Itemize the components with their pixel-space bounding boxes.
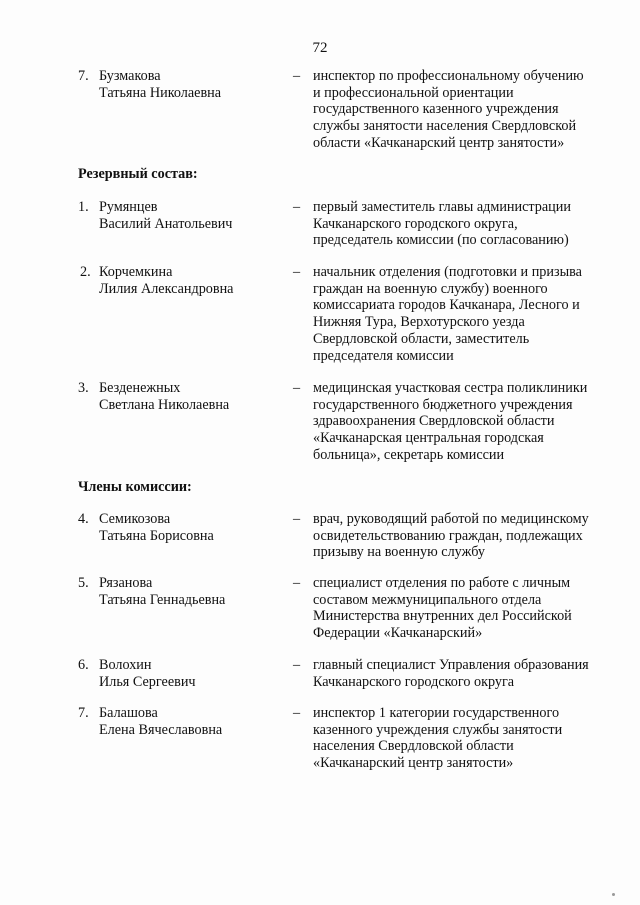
given-names: Василий Анатольевич bbox=[99, 215, 233, 232]
given-names: Татьяна Николаевна bbox=[99, 84, 222, 101]
role-line: комиссариата городов Качканара, Лесного и bbox=[313, 297, 580, 314]
surname: Рязанова bbox=[99, 575, 153, 591]
role-line: «Качканарский центр занятости» bbox=[313, 755, 514, 772]
role-line: составом межмуниципального отдела bbox=[313, 591, 542, 608]
section-heading-reserve: Резервный состав: bbox=[78, 166, 198, 182]
given-names: Илья Сергеевич bbox=[99, 673, 196, 690]
dash-separator: – bbox=[293, 575, 301, 591]
role-line: специалист отделения по работе с личным bbox=[313, 575, 571, 591]
role-line: населения Свердловской области bbox=[313, 738, 514, 755]
position-description bbox=[313, 705, 613, 772]
item-number: 5. bbox=[78, 575, 89, 591]
person-name bbox=[99, 380, 279, 413]
position-description bbox=[313, 68, 613, 152]
role-line: председатель комиссии (по согласованию) bbox=[313, 232, 569, 249]
role-line: начальник отделения (подготовки и призыва bbox=[313, 264, 582, 280]
role-line: главный специалист Управления образования bbox=[313, 657, 589, 673]
given-names: Татьяна Борисовна bbox=[99, 527, 214, 544]
role-line: граждан на военную службу) военного bbox=[313, 280, 548, 297]
person-name bbox=[99, 199, 279, 232]
role-line: первый заместитель главы администрации bbox=[313, 199, 571, 215]
role-line: Качканарского городского округа, bbox=[313, 215, 518, 232]
dash-separator: – bbox=[293, 511, 301, 527]
position-description bbox=[313, 380, 613, 464]
position-description bbox=[313, 575, 613, 642]
surname: Корчемкина bbox=[99, 264, 173, 280]
role-line: Нижняя Тура, Верхотурского уезда bbox=[313, 314, 525, 331]
given-names: Лилия Александровна bbox=[99, 280, 234, 297]
person-name bbox=[99, 705, 279, 738]
section-heading-members: Члены комиссии: bbox=[78, 479, 192, 495]
role-line: казенного учреждения службы занятости bbox=[313, 721, 563, 738]
role-line: здравоохранения Свердловской области bbox=[313, 413, 555, 430]
role-line: инспектор по профессиональному обучению bbox=[313, 68, 584, 84]
item-number: 4. bbox=[78, 511, 89, 527]
role-line: председателя комиссии bbox=[313, 347, 454, 364]
role-line: врач, руководящий работой по медицинскому bbox=[313, 511, 589, 527]
person-name bbox=[99, 511, 279, 544]
surname: Семикозова bbox=[99, 511, 171, 527]
item-number: 1. bbox=[78, 199, 89, 215]
role-line: Министерства внутренних дел Российской bbox=[313, 608, 572, 625]
item-number: 2. bbox=[80, 264, 91, 280]
position-description bbox=[313, 511, 613, 561]
role-line: области «Качканарский центр занятости» bbox=[313, 134, 565, 151]
dash-separator: – bbox=[293, 199, 301, 215]
role-line: медицинская участковая сестра поликлиники bbox=[313, 380, 588, 396]
role-line: больница», секретарь комиссии bbox=[313, 446, 505, 463]
surname: Бузмакова bbox=[99, 68, 161, 84]
dash-separator: – bbox=[293, 380, 301, 396]
given-names: Татьяна Геннадьевна bbox=[99, 591, 226, 608]
item-number: 3. bbox=[78, 380, 89, 396]
role-line: Качканарского городского округа bbox=[313, 673, 515, 690]
role-line: призыву на военную службу bbox=[313, 544, 485, 561]
role-line: службы занятости населения Свердловской bbox=[313, 118, 577, 135]
role-line: государственного казенного учреждения bbox=[313, 101, 559, 118]
role-line: освидетельствованию граждан, подлежащих bbox=[313, 527, 583, 544]
role-line: Свердловской области, заместитель bbox=[313, 330, 530, 347]
item-number: 7. bbox=[78, 705, 89, 721]
surname: Румянцев bbox=[99, 199, 158, 215]
scan-speck bbox=[612, 893, 615, 896]
given-names: Светлана Николаевна bbox=[99, 396, 230, 413]
role-line: и профессиональной ориентации bbox=[313, 84, 514, 101]
role-line: инспектор 1 категории государственного bbox=[313, 705, 560, 721]
page-number: 72 bbox=[312, 40, 328, 56]
item-number: 6. bbox=[78, 657, 89, 673]
role-line: государственного бюджетного учреждения bbox=[313, 396, 573, 413]
dash-separator: – bbox=[293, 705, 301, 721]
dash-separator: – bbox=[293, 68, 301, 84]
dash-separator: – bbox=[293, 264, 301, 280]
person-name bbox=[99, 657, 279, 690]
given-names: Елена Вячеславовна bbox=[99, 721, 223, 738]
person-name bbox=[99, 575, 279, 608]
person-name bbox=[99, 68, 279, 101]
role-line: Федерации «Качканарский» bbox=[313, 625, 483, 642]
position-description bbox=[313, 657, 613, 690]
person-name bbox=[99, 264, 279, 297]
surname: Балашова bbox=[99, 705, 158, 721]
position-description bbox=[313, 264, 613, 364]
position-description bbox=[313, 199, 613, 249]
surname: Безденежных bbox=[99, 380, 181, 396]
role-line: «Качканарская центральная городская bbox=[313, 430, 544, 447]
item-number: 7. bbox=[78, 68, 89, 84]
dash-separator: – bbox=[293, 657, 301, 673]
surname: Волохин bbox=[99, 657, 152, 673]
